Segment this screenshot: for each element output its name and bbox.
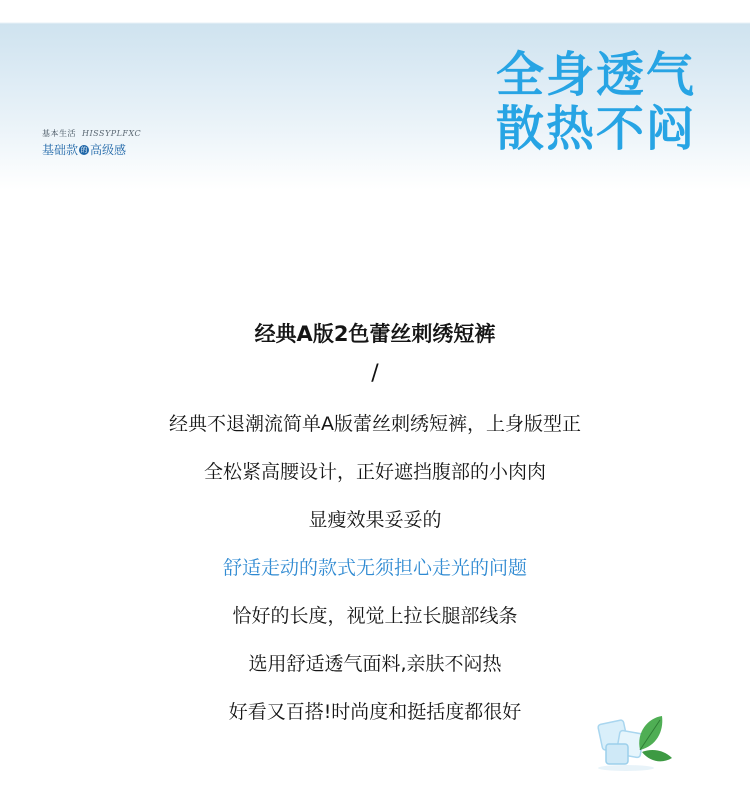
divider-slash: /: [371, 361, 379, 386]
brand-script: HISSYPLFXC: [82, 129, 142, 138]
brand-label: 基本生活: [42, 129, 76, 138]
description-line: 舒适走动的款式无须担心走光的问题: [222, 557, 527, 579]
description-lines: [0, 400, 750, 736]
description-line: 选用舒适透气面料,亲肤不闷热: [248, 653, 502, 675]
brand-block: [42, 128, 141, 158]
headline-line-1: 全身透气: [495, 47, 696, 103]
description-line: 显瘦效果妥妥的: [308, 509, 442, 531]
brand-line: [42, 128, 141, 139]
description: [0, 314, 750, 736]
description-line: 经典不退潮流简单A版蕾丝刺绣短裤，上身版型正: [169, 413, 581, 435]
tagline-mark: 的: [80, 145, 88, 154]
description-line: 全松紧高腰设计，正好遮挡腹部的小肉肉: [203, 461, 546, 483]
description-line: 恰好的长度，视觉上拉长腿部线条: [232, 605, 518, 627]
tagline-left: 基础款: [42, 143, 79, 157]
tagline-right: 高级感: [90, 143, 127, 157]
header-banner: [0, 0, 750, 190]
headline: [496, 48, 696, 156]
product-title: 经典A版2色蕾丝刺绣短裤: [254, 322, 496, 346]
headline-line-2: 散热不闷: [495, 101, 696, 157]
brand-tagline: [42, 141, 141, 158]
ice-mint-decoration: [596, 702, 676, 772]
mint-leaf-icon: [639, 716, 672, 761]
ice-cube-icon: [598, 720, 644, 764]
description-line: 好看又百搭!时尚度和挺括度都很好: [228, 701, 522, 723]
